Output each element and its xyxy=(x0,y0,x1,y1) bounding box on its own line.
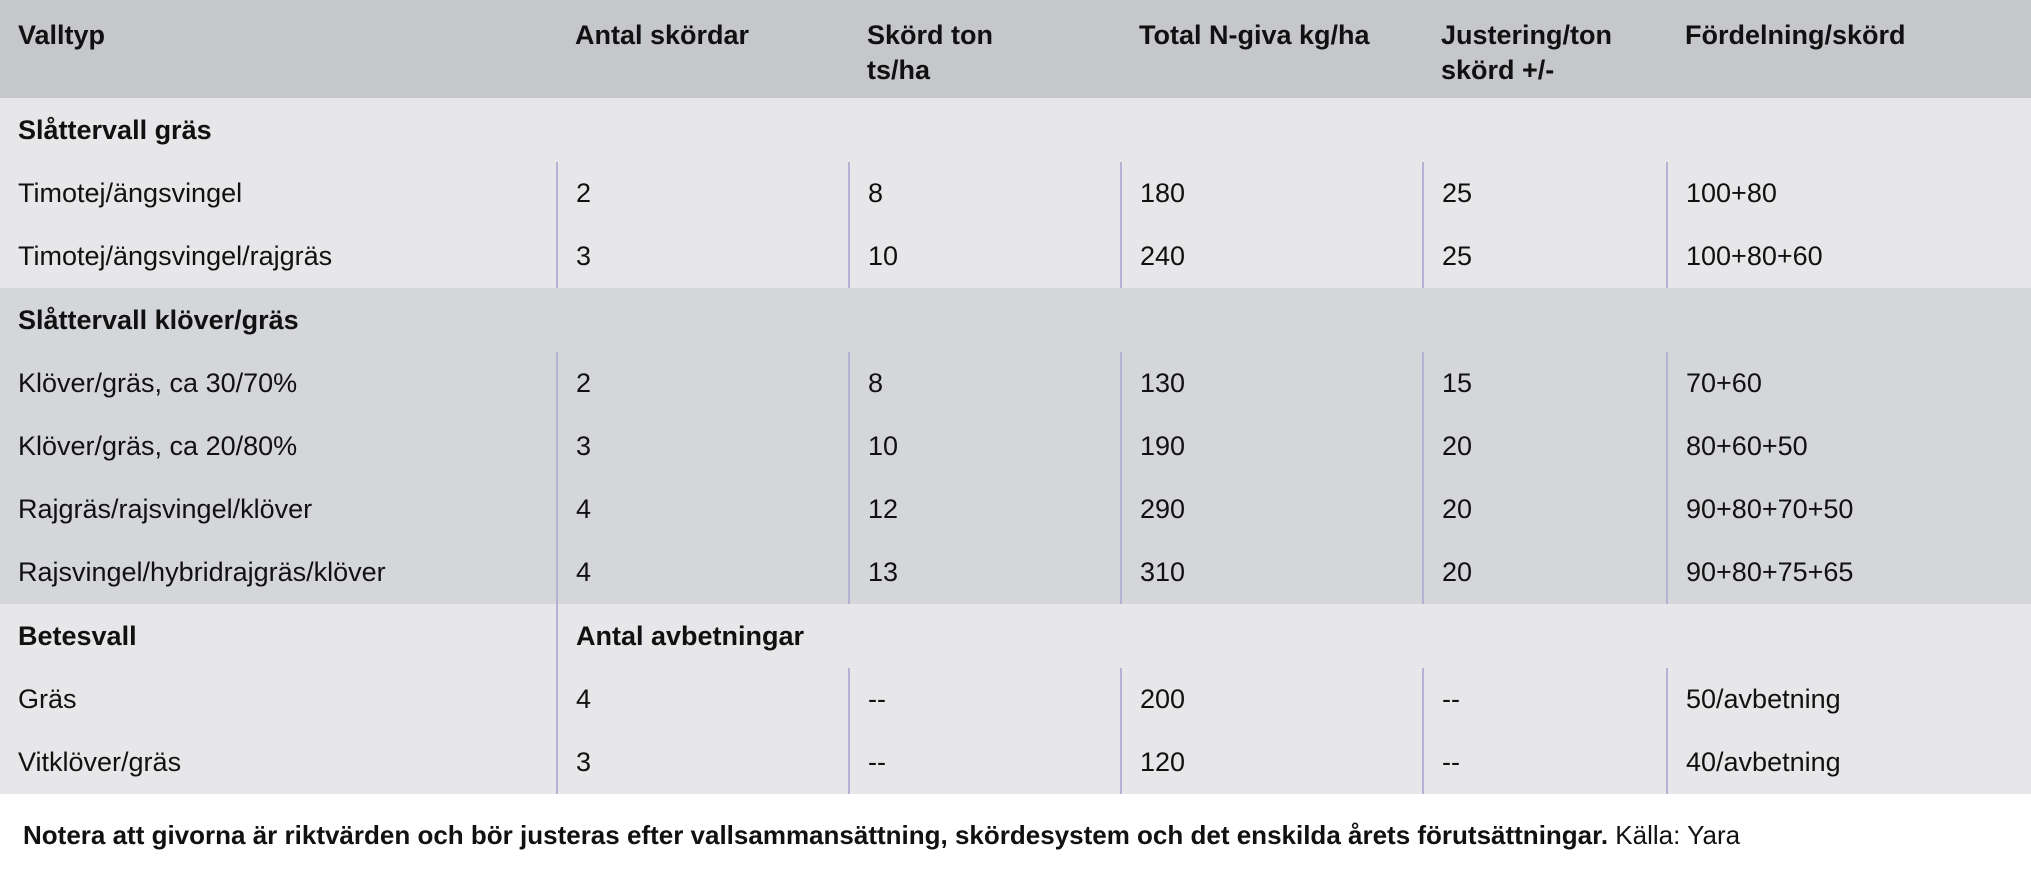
cell-valltyp: Klöver/gräs, ca 30/70% xyxy=(0,352,557,415)
cell-antal: 3 xyxy=(557,225,849,288)
cell-justering: 25 xyxy=(1423,225,1667,288)
cell-antal: 3 xyxy=(557,415,849,478)
footnote xyxy=(0,818,2031,852)
cell-antal: 4 xyxy=(557,541,849,604)
cell-antal: 2 xyxy=(557,162,849,225)
cell-skord: 13 xyxy=(849,541,1121,604)
header-skord-ton: Skörd ton ts/ha xyxy=(849,0,1121,98)
table-row xyxy=(0,352,2031,415)
source-text: Källa: Yara xyxy=(1608,820,1741,850)
cell-n-giva: 240 xyxy=(1121,225,1423,288)
cell-fordelning: 70+60 xyxy=(1667,352,2031,415)
cell-justering: 20 xyxy=(1423,415,1667,478)
footnote-text: Notera att givorna är riktvärden och bör justeras efter vallsammansättning, skördesystem och det enskilda årets förutsättningar. xyxy=(23,820,1609,850)
cell-skord: -- xyxy=(849,668,1121,731)
cell-skord: 12 xyxy=(849,478,1121,541)
header-total-n-giva: Total N-giva kg/ha xyxy=(1121,0,1423,98)
table-row xyxy=(0,731,2031,794)
cell-n-giva: 200 xyxy=(1121,668,1423,731)
cell-valltyp: Klöver/gräs, ca 20/80% xyxy=(0,415,557,478)
table-row xyxy=(0,225,2031,288)
cell-fordelning: 50/avbetning xyxy=(1667,668,2031,731)
cell-skord: -- xyxy=(849,731,1121,794)
cell-justering: 25 xyxy=(1423,162,1667,225)
section-header-betesvall xyxy=(0,604,2031,668)
cell-justering: -- xyxy=(1423,731,1667,794)
cell-fordelning: 90+80+75+65 xyxy=(1667,541,2031,604)
cell-justering: 20 xyxy=(1423,478,1667,541)
cell-fordelning: 80+60+50 xyxy=(1667,415,2031,478)
cell-fordelning: 40/avbetning xyxy=(1667,731,2031,794)
table-row xyxy=(0,478,2031,541)
cell-justering: 15 xyxy=(1423,352,1667,415)
cell-valltyp: Rajgräs/rajsvingel/klöver xyxy=(0,478,557,541)
cell-skord: 8 xyxy=(849,162,1121,225)
cell-valltyp: Timotej/ängsvingel/rajgräs xyxy=(0,225,557,288)
table-row xyxy=(0,162,2031,225)
cell-n-giva: 130 xyxy=(1121,352,1423,415)
cell-antal: 3 xyxy=(557,731,849,794)
cell-fordelning: 100+80 xyxy=(1667,162,2031,225)
table-row xyxy=(0,415,2031,478)
table-row xyxy=(0,541,2031,604)
cell-justering: 20 xyxy=(1423,541,1667,604)
cell-skord: 8 xyxy=(849,352,1121,415)
cell-n-giva: 190 xyxy=(1121,415,1423,478)
table-row xyxy=(0,668,2031,731)
section-title: Betesvall xyxy=(0,604,557,668)
cell-valltyp: Vitklöver/gräs xyxy=(0,731,557,794)
cell-antal: 4 xyxy=(557,668,849,731)
section-title: Slåttervall klöver/gräs xyxy=(0,288,2031,352)
cell-antal: 2 xyxy=(557,352,849,415)
cell-valltyp: Timotej/ängsvingel xyxy=(0,162,557,225)
table-header-row xyxy=(0,0,2031,98)
header-antal-skordar: Antal skördar xyxy=(557,0,849,98)
cell-skord: 10 xyxy=(849,415,1121,478)
section-header-slattervall-klover-gras xyxy=(0,288,2031,352)
header-fordelning: Fördelning/skörd xyxy=(1667,0,2031,98)
cell-justering: -- xyxy=(1423,668,1667,731)
cell-antal: 4 xyxy=(557,478,849,541)
header-justering: Justering/ton skörd +/- xyxy=(1423,0,1667,98)
cell-valltyp: Rajsvingel/hybridrajgräs/klöver xyxy=(0,541,557,604)
header-valltyp: Valltyp xyxy=(0,0,557,98)
section-header-slattervall-gras xyxy=(0,98,2031,162)
cell-skord: 10 xyxy=(849,225,1121,288)
section-title: Slåttervall gräs xyxy=(0,98,2031,162)
cell-n-giva: 310 xyxy=(1121,541,1423,604)
cell-fordelning: 90+80+70+50 xyxy=(1667,478,2031,541)
section-subtitle-antal-avbetningar: Antal avbetningar xyxy=(557,604,2031,668)
cell-n-giva: 120 xyxy=(1121,731,1423,794)
cell-n-giva: 290 xyxy=(1121,478,1423,541)
cell-n-giva: 180 xyxy=(1121,162,1423,225)
cell-valltyp: Gräs xyxy=(0,668,557,731)
cell-fordelning: 100+80+60 xyxy=(1667,225,2031,288)
